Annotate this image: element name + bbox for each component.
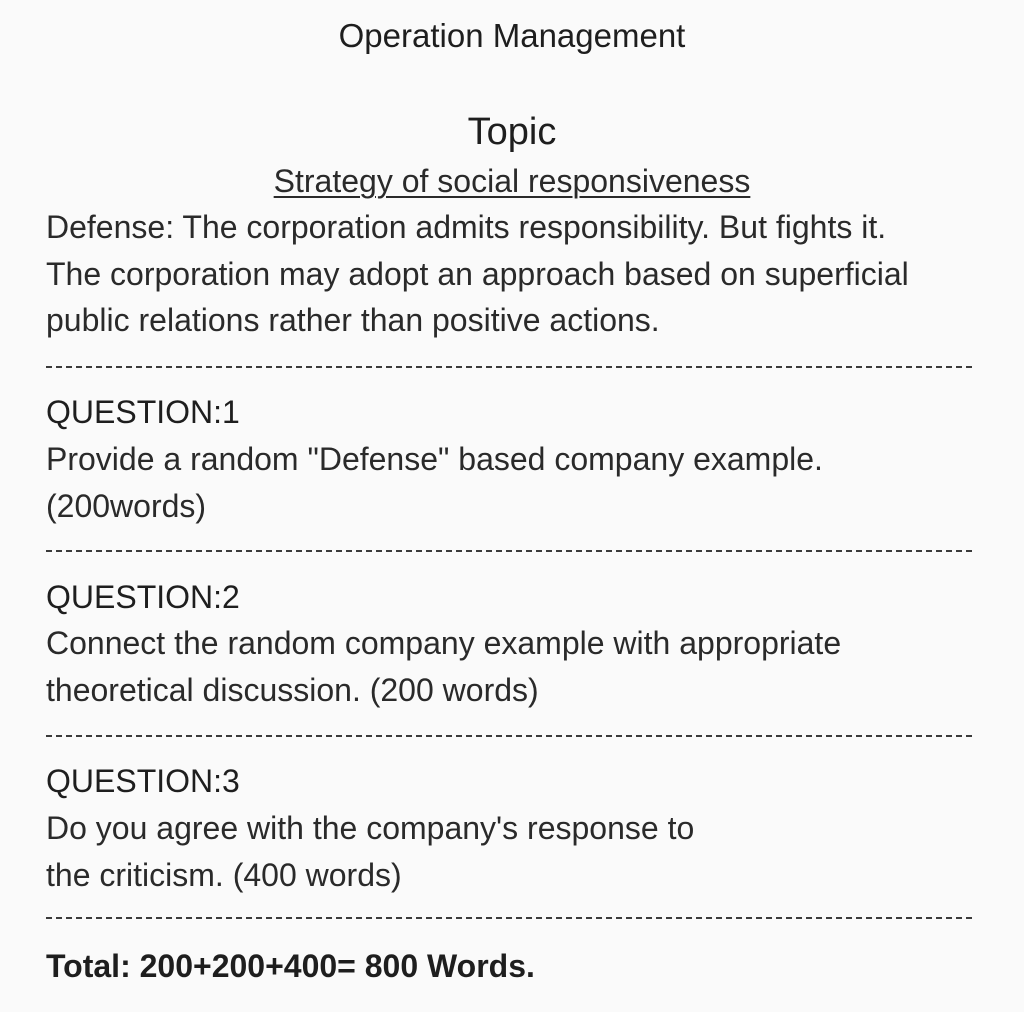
question-line: theoretical discussion. (200 words) bbox=[46, 671, 539, 708]
question-2-title: QUESTION:2 bbox=[46, 579, 240, 615]
section-divider bbox=[46, 550, 972, 552]
section-divider bbox=[46, 735, 972, 737]
page-title: Operation Management bbox=[338, 17, 686, 54]
topic-title: Strategy of social responsiveness bbox=[273, 163, 751, 199]
question-1-title: QUESTION:1 bbox=[46, 394, 240, 430]
question-line: Connect the random company example with appropriate bbox=[46, 625, 842, 661]
intro-line: The corporation may adopt an approach based on superficial bbox=[46, 255, 909, 292]
question-line: Provide a random "Defense" based company example. bbox=[46, 441, 823, 477]
intro-line: Defense: The corporation admits responsibility. But fights it. bbox=[46, 209, 887, 245]
question-line: (200words) bbox=[46, 487, 207, 524]
question-3-title: QUESTION:3 bbox=[46, 763, 240, 799]
intro-line: public relations rather than positive actions. bbox=[46, 302, 660, 338]
topic-label: Topic bbox=[467, 111, 557, 153]
intro-paragraph bbox=[46, 204, 986, 344]
total-words: Total: 200+200+400= 800 Words. bbox=[46, 948, 535, 984]
question-1-text bbox=[46, 436, 986, 529]
question-line: Do you agree with the company's response to bbox=[46, 810, 695, 846]
section-divider bbox=[46, 917, 972, 919]
question-3-text bbox=[46, 805, 986, 898]
question-line: the criticism. (400 words) bbox=[46, 856, 402, 893]
question-2-text bbox=[46, 620, 986, 713]
section-divider bbox=[46, 366, 972, 368]
